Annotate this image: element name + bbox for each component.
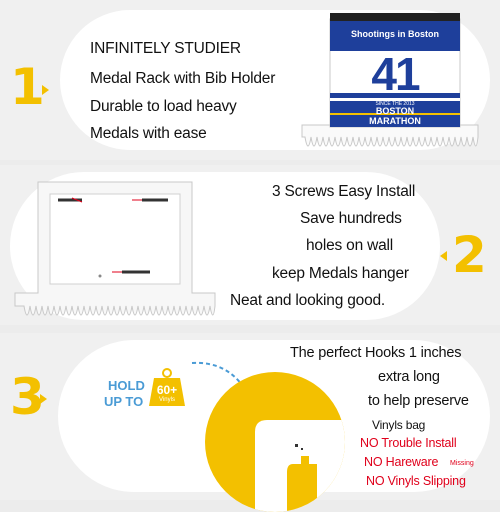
step-1-arrow-icon — [42, 85, 49, 95]
weight-unit: Vinyls — [159, 397, 175, 403]
install-line-1: 3 Screws Easy Install — [272, 183, 416, 200]
hook-line-1: The perfect Hooks 1 inches — [290, 345, 462, 361]
feature-line-1: INFINITELY STUDIER — [90, 40, 241, 57]
step-number-3: 3 — [10, 368, 45, 426]
hook-line-4: Vinyls bag — [372, 418, 426, 432]
rack-screws-illustration — [10, 178, 230, 328]
rack-with-screws-icon — [10, 178, 230, 328]
bib-title-1: BOSTON — [375, 106, 415, 116]
missing-note: Missing — [450, 460, 474, 467]
install-line-3: holes on wall — [306, 237, 394, 254]
no-hardware: NO Hareware — [364, 455, 439, 469]
bib-header: Shootings in Boston — [351, 29, 439, 39]
step-number-1: 1 — [10, 58, 45, 116]
feature-line-2: Medal Rack with Bib Holder — [90, 70, 276, 87]
no-vinyls-slipping: NO Vinyls Slipping — [366, 474, 466, 488]
hook-line-2: extra long — [378, 369, 440, 385]
hook-closeup — [205, 372, 345, 512]
no-trouble-install: NO Trouble Install — [360, 436, 457, 450]
bib-rack-illustration — [290, 5, 490, 160]
hold-badge-upto: UP TO — [104, 394, 144, 409]
bib-number: 41 — [371, 48, 419, 100]
hook-line-3: to help preserve — [368, 393, 469, 409]
hold-badge-hold: HOLD — [108, 378, 145, 393]
install-line-4: keep Medals hanger — [272, 265, 409, 282]
step-3-arrow-icon — [40, 394, 47, 404]
hook-detail-icon — [205, 372, 345, 512]
step-number-2: 2 — [452, 226, 487, 284]
install-line-2: Save hundreds — [300, 210, 402, 227]
feature-line-3: Durable to load heavy — [90, 98, 237, 115]
step-2-arrow-icon — [440, 251, 447, 261]
bib-title-2: MARATHON — [369, 116, 421, 126]
weight-value: 60+ — [156, 383, 178, 397]
feature-line-4: Medals with ease — [90, 125, 207, 142]
bib-since: SINCE THE 2013 — [375, 101, 415, 107]
install-line-5: Neat and looking good. — [230, 292, 386, 309]
